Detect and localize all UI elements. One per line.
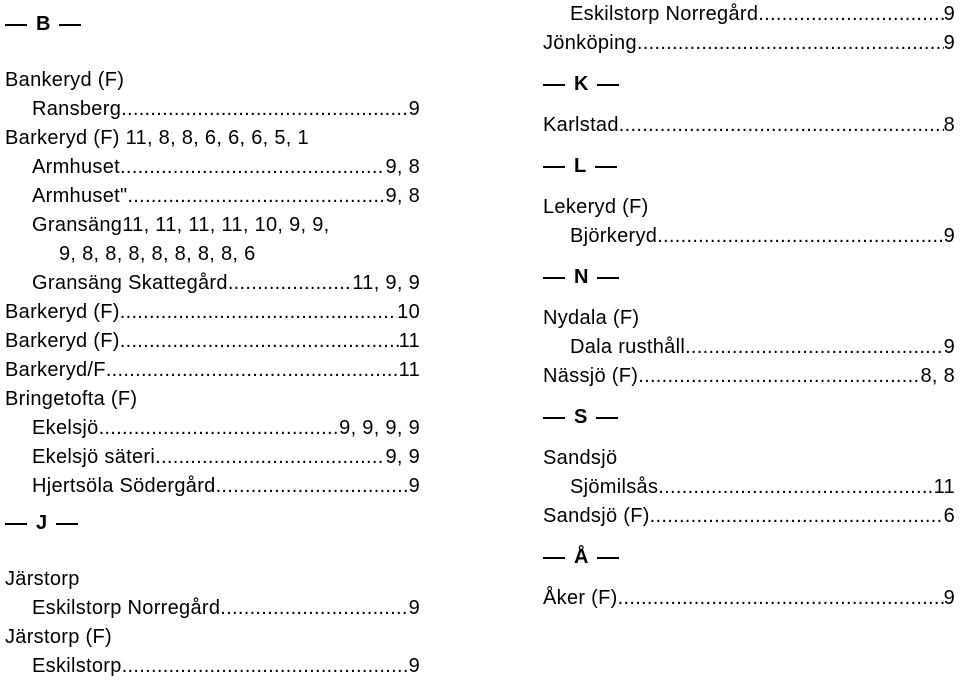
index-entry: Armhuset ..... 9, 8 [5, 153, 420, 182]
index-entry: Järstorp (F) [5, 626, 112, 648]
index-entry: Dala rusthåll ..... 9 [543, 333, 955, 362]
index-entry: Lekeryd (F) [543, 196, 649, 218]
index-entry: Barkeryd/F ..... 11 [5, 356, 420, 385]
index-entry: Jönköping ..... 9 [543, 29, 955, 58]
index-entry: Armhuset" ..... 9, 8 [5, 182, 420, 211]
index-entry: Ekelsjö ..... 9, 9, 9, 9 [5, 414, 420, 443]
index-entry: Barkeryd (F) ..... 11 [5, 327, 420, 356]
index-entry: Eskilstorp Norregård ..... 9 [543, 0, 955, 29]
index-entry: Bankeryd (F) [5, 69, 125, 91]
section-heading-n: N [543, 263, 955, 292]
index-entry: Barkeryd (F) 11, 8, 8, 6, 6, 6, 5, 1 [5, 127, 309, 149]
index-column-right [543, 0, 955, 613]
index-entry: Eskilstorp Norregård ..... 9 [5, 594, 420, 623]
section-heading-b: B [5, 10, 420, 39]
index-entry: Sandsjö (F) ..... 6 [543, 502, 955, 531]
index-column-left [5, 0, 420, 681]
index-entry: Eskilstorp ..... 9 [5, 652, 420, 681]
section-heading-k: K [543, 70, 955, 99]
section-heading-l: L [543, 152, 955, 181]
index-entry: Nydala (F) [543, 307, 640, 329]
index-entry: Hjertsöla Södergård ..... 9 [5, 472, 420, 501]
index-entry: Björkeryd ..... 9 [543, 222, 955, 251]
index-entry: Bringetofta (F) [5, 388, 138, 410]
index-entry: Gransäng Skattegård ..... 11, 9, 9 [5, 269, 420, 298]
index-entry: Ekelsjö säteri ..... 9, 9 [5, 443, 420, 472]
index-entry: Sjömilsås ..... 11 [543, 473, 955, 502]
index-entry: Ransberg ..... 9 [5, 95, 420, 124]
index-entry: Nässjö (F) ..... 8, 8 [543, 362, 955, 391]
section-heading-j: J [5, 509, 420, 538]
index-entry: Barkeryd (F) ..... 10 [5, 298, 420, 327]
index-entry: Sandsjö [543, 447, 618, 469]
section-heading-s: S [543, 403, 955, 432]
index-entry: Järstorp [5, 568, 80, 590]
index-entry: Gransäng11, 11, 11, 11, 10, 9, 9, [32, 214, 330, 236]
index-entry-continued: 9, 8, 8, 8, 8, 8, 8, 8, 6 [59, 243, 256, 265]
section-heading-aa: Å [543, 543, 955, 572]
index-entry: Åker (F) ..... 9 [543, 584, 955, 613]
index-entry: Karlstad ..... 8 [543, 111, 955, 140]
